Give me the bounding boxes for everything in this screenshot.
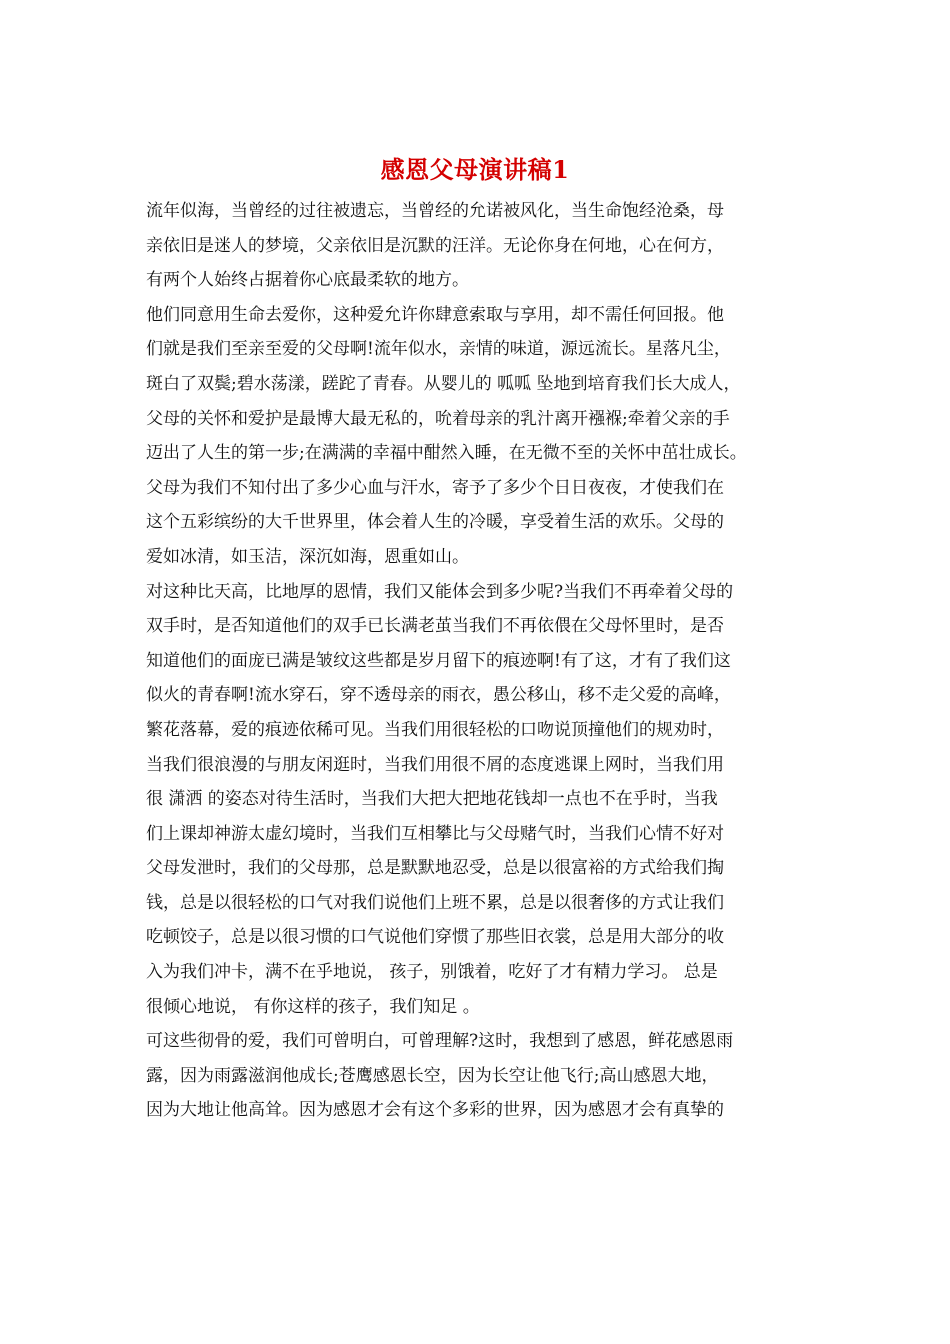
document-title: 感恩父母演讲稿1 <box>380 155 570 184</box>
text-line: 双手时，是否知道他们的双手已长满老茧当我们不再依偎在父母怀里时，是否 <box>146 616 724 637</box>
text-line: 露，因为雨露滋润他成长;苍鹰感恩长空，因为长空让他飞行;高山感恩大地， <box>146 1065 719 1086</box>
document-body <box>146 194 826 1128</box>
text-line: 流年似海，当曾经的过往被遗忘，当曾经的允诺被风化，当生命饱经沧桑，母 <box>146 201 724 221</box>
text-line: 亲依旧是迷人的梦境，父亲依旧是沉默的汪洋。无论你身在何地，心在何方， <box>146 235 724 256</box>
text-line: 父母为我们不知付出了多少心血与汗水，寄予了多少个日日夜夜，才使我们在 <box>146 477 724 498</box>
text-line: 们就是我们至亲至爱的父母啊!流年似水，亲情的味道，源远流长。星落凡尘， <box>146 339 731 360</box>
text-line: 当我们很浪漫的与朋友闲逛时，当我们用很不屑的态度逃课上网时，当我们用 <box>146 754 724 775</box>
text-line: 他们同意用生命去爱你，这种爱允许你肆意索取与享用，却不需任何回报。他 <box>146 304 724 325</box>
text-line: 爱如冰清，如玉洁，深沉如海，恩重如山。 <box>146 546 469 567</box>
text-line: 斑白了双鬓;碧水荡漾，蹉跎了青春。从婴儿的 呱呱 坠地到培育我们长大成人， <box>146 373 741 394</box>
text-line: 父母发泄时，我们的父母那，总是默默地忍受，总是以很富裕的方式给我们掏 <box>146 858 724 879</box>
text-line: 很倾心地说， 有你这样的孩子，我们知足 。 <box>146 996 480 1017</box>
text-line: 有两个人始终占据着你心底最柔软的地方。 <box>146 270 469 291</box>
text-line: 迈出了人生的第一步;在满满的幸福中酣然入睡，在无微不至的关怀中茁壮成长。 <box>146 443 747 464</box>
text-line: 繁花落幕，爱的痕迹依稀可见。当我们用很轻松的口吻说顶撞他们的规劝时， <box>146 719 724 740</box>
text-line: 因为大地让他高耸。因为感恩才会有这个多彩的世界，因为感恩才会有真挚的 <box>146 1100 724 1121</box>
text-line: 很 潇洒 的姿态对待生活时，当我们大把大把地花钱却一点也不在乎时，当我 <box>146 789 718 810</box>
text-line: 对这种比天高，比地厚的恩情，我们又能体会到多少呢?当我们不再牵着父母的 <box>146 581 734 602</box>
text-line: 可这些彻骨的爱，我们可曾明白，可曾理解?这时，我想到了感恩，鲜花感恩雨 <box>146 1031 734 1052</box>
text-line: 这个五彩缤纷的大千世界里，体会着人生的冷暖，享受着生活的欢乐。父母的 <box>146 512 724 533</box>
text-line: 似火的青春啊!流水穿石，穿不透母亲的雨衣，愚公移山，移不走父爱的高峰， <box>146 685 731 706</box>
text-line: 父母的关怀和爱护是最博大最无私的，吮着母亲的乳汁离开襁褓;牵着父亲的手 <box>146 408 730 429</box>
text-line: 知道他们的面庞已满是皱纹这些都是岁月留下的痕迹啊!有了这，才有了我们这 <box>146 650 731 671</box>
text-line: 吃顿饺子，总是以很习惯的口气说他们穿惯了那些旧衣裳，总是用大部分的收 <box>146 927 724 948</box>
text-line: 们上课却神游太虚幻境时，当我们互相攀比与父母赌气时，当我们心情不好对 <box>146 823 724 844</box>
text-line: 钱，总是以很轻松的口气对我们说他们上班不累，总是以很奢侈的方式让我们 <box>146 892 724 913</box>
text-line: 入为我们冲卡，满不在乎地说， 孩子，别饿着，吃好了才有精力学习。 总是 <box>146 962 718 983</box>
